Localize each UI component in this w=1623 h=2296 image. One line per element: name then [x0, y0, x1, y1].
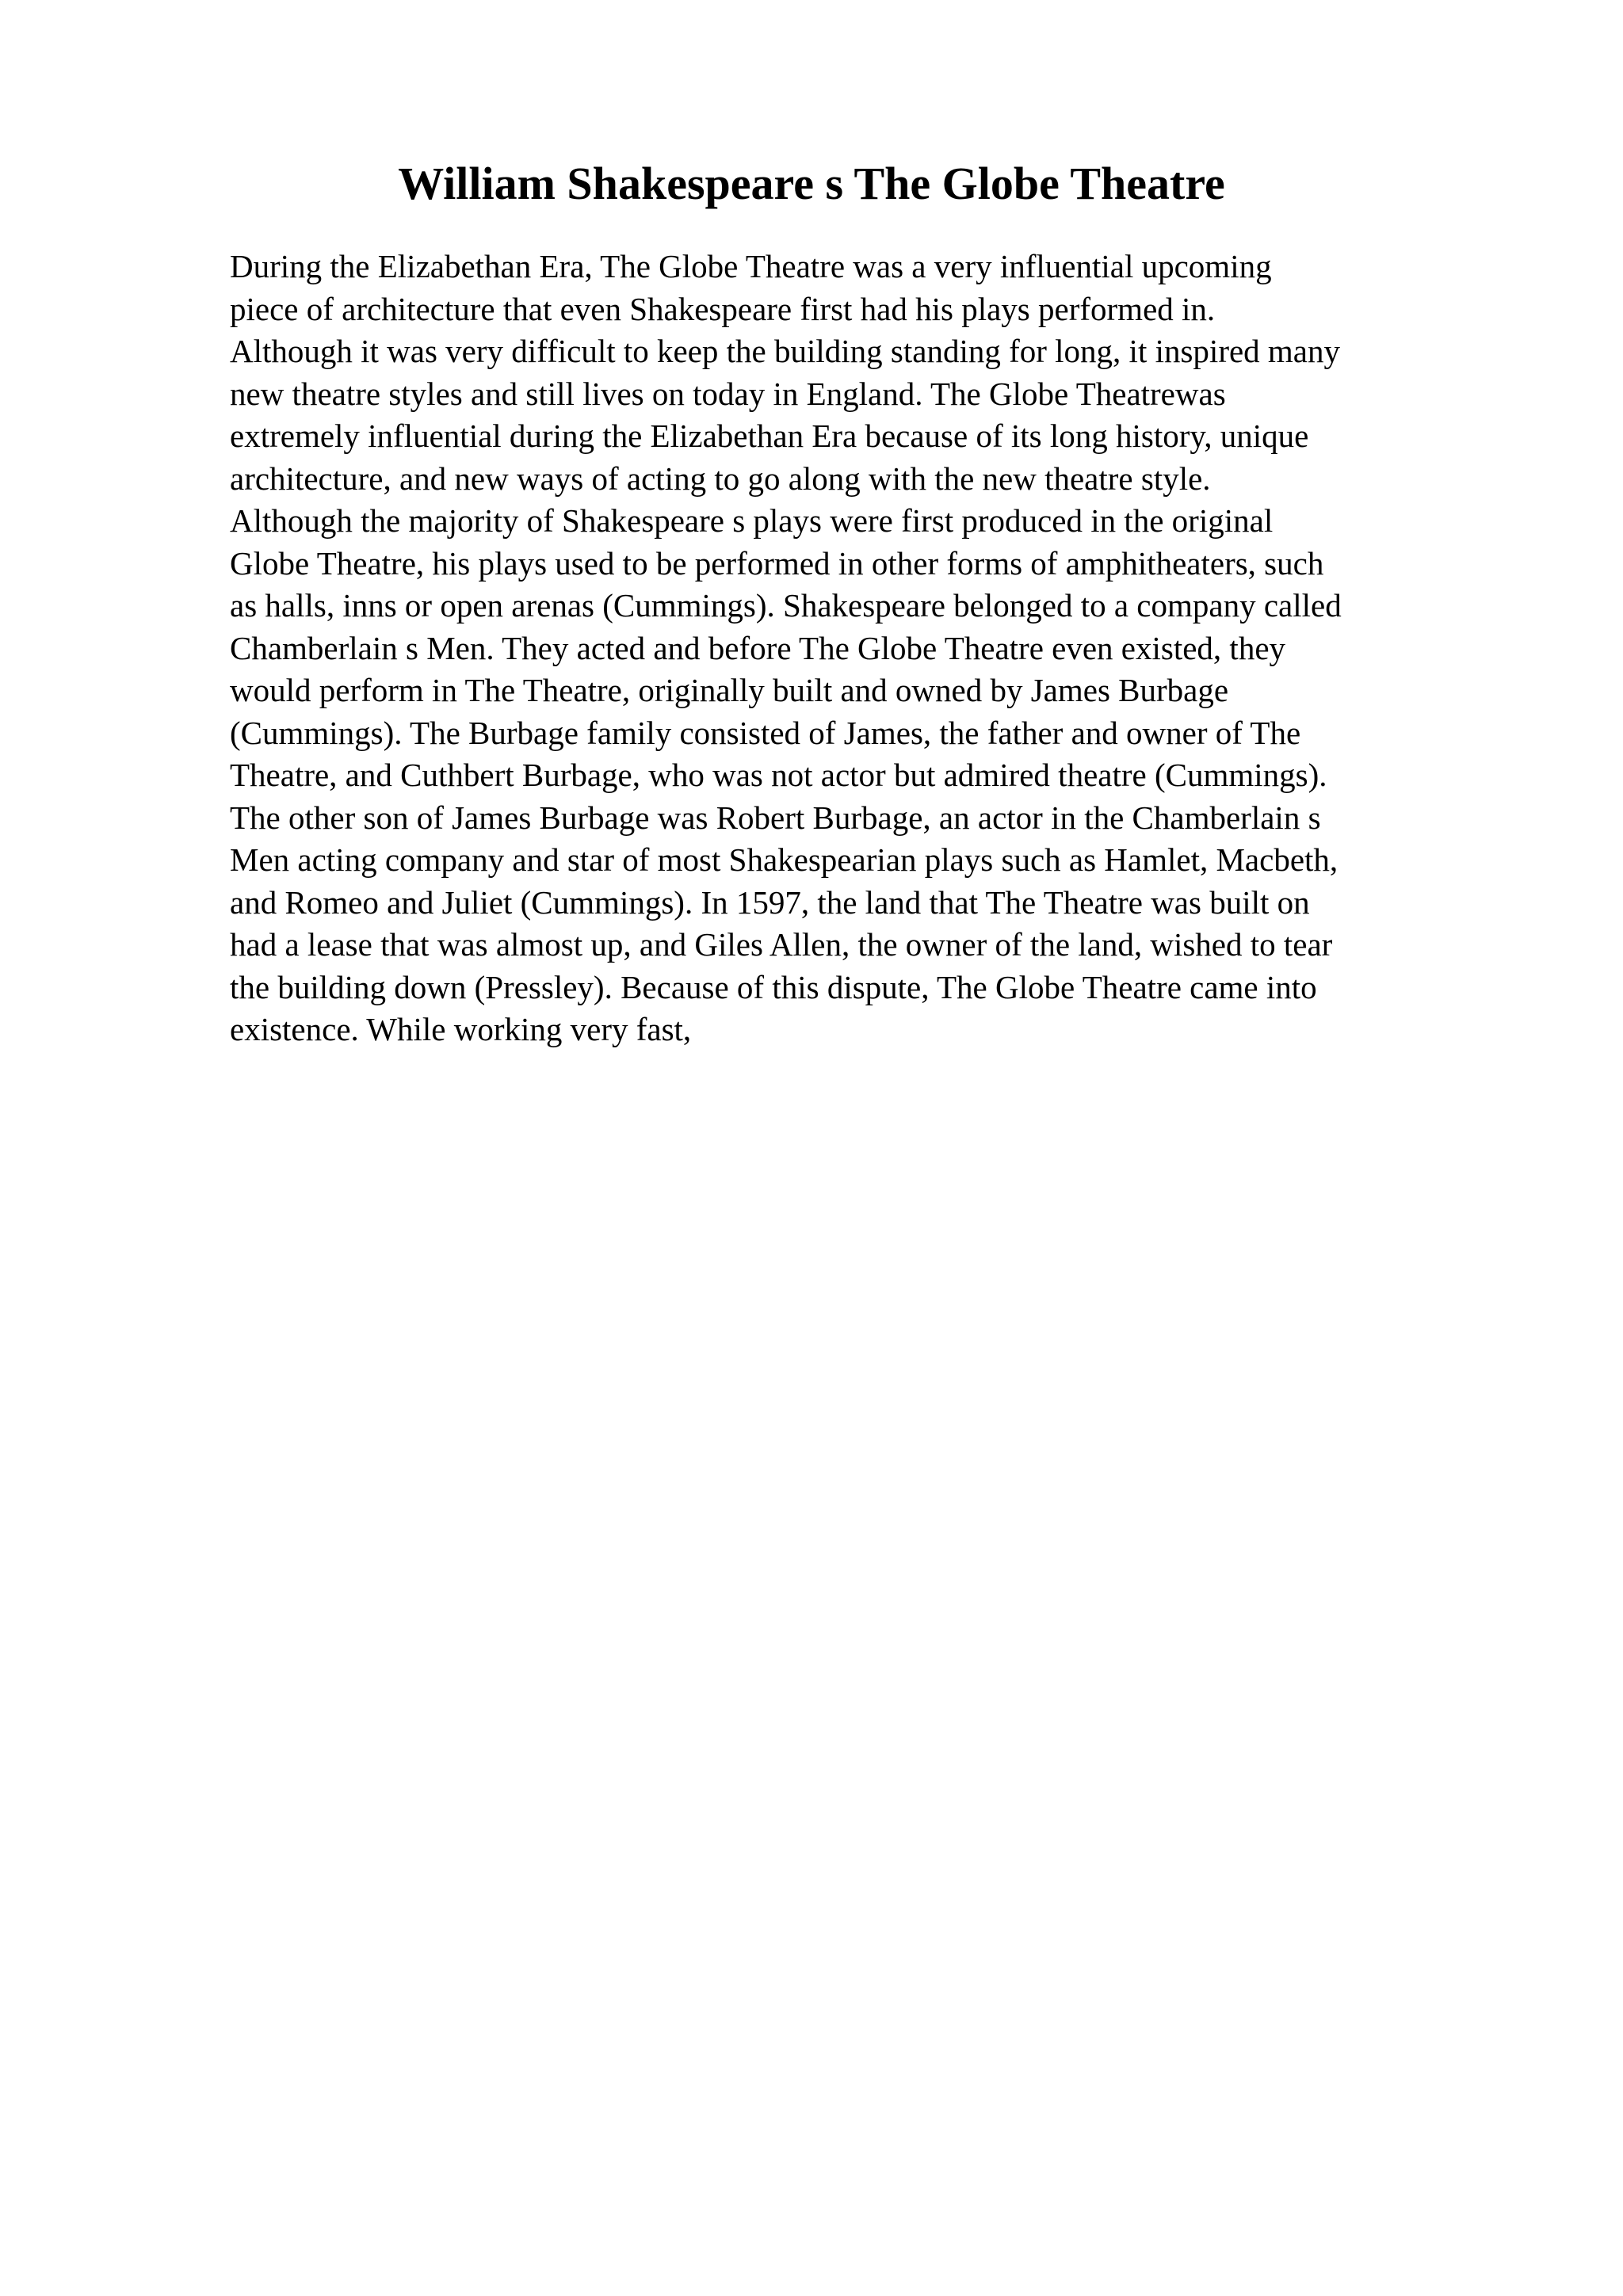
text-line: would perform in The Theatre, originally built and owned by James Burbage	[230, 672, 1229, 708]
text-line: had a lease that was almost up, and Giles Allen, the owner of the land, wished to tear	[230, 926, 1333, 963]
text-line: During the Elizabethan Era, The Globe Theatre was a very influential upcoming	[230, 248, 1272, 284]
text-line: as halls, inns or open arenas (Cummings). Shakespeare belonged to a company called	[230, 587, 1342, 624]
document-title: William Shakespeare s The Globe Theatre	[398, 158, 1225, 209]
text-line: Although it was very difficult to keep the building standing for long, it inspired many	[230, 333, 1341, 369]
text-line: Men acting company and star of most Shakespearian plays such as Hamlet, Macbeth,	[230, 841, 1338, 878]
text-line: Globe Theatre, his plays used to be performed in other forms of amphitheaters, such	[230, 544, 1324, 582]
body-paragraph	[230, 246, 1482, 1051]
text-line: Although the majority of Shakespeare s plays were first produced in the original	[230, 502, 1274, 539]
text-line: architecture, and new ways of acting to go along with the new theatre style.	[230, 460, 1211, 497]
text-line: The other son of James Burbage was Robert Burbage, an actor in the Chamberlain s	[230, 799, 1321, 836]
text-line: piece of architecture that even Shakespeare first had his plays performed in.	[230, 290, 1216, 327]
text-line: new theatre styles and still lives on today in England. The Globe Theatrewas	[230, 375, 1226, 412]
text-line: existence. While working very fast,	[230, 1011, 692, 1047]
text-line: and Romeo and Juliet (Cummings). In 1597, the land that The Theatre was built on	[230, 883, 1310, 921]
text-line: the building down (Pressley). Because of this dispute, The Globe Theatre came into	[230, 968, 1317, 1005]
text-line: (Cummings). The Burbage family consisted of James, the father and owner of The	[230, 714, 1301, 751]
text-line: Chamberlain s Men. They acted and before The Globe Theatre even existed, they	[230, 629, 1286, 666]
text-line: extremely influential during the Elizabethan Era because of its long history, unique	[230, 418, 1309, 454]
text-line: Theatre, and Cuthbert Burbage, who was not actor but admired theatre (Cummings).	[230, 757, 1327, 793]
